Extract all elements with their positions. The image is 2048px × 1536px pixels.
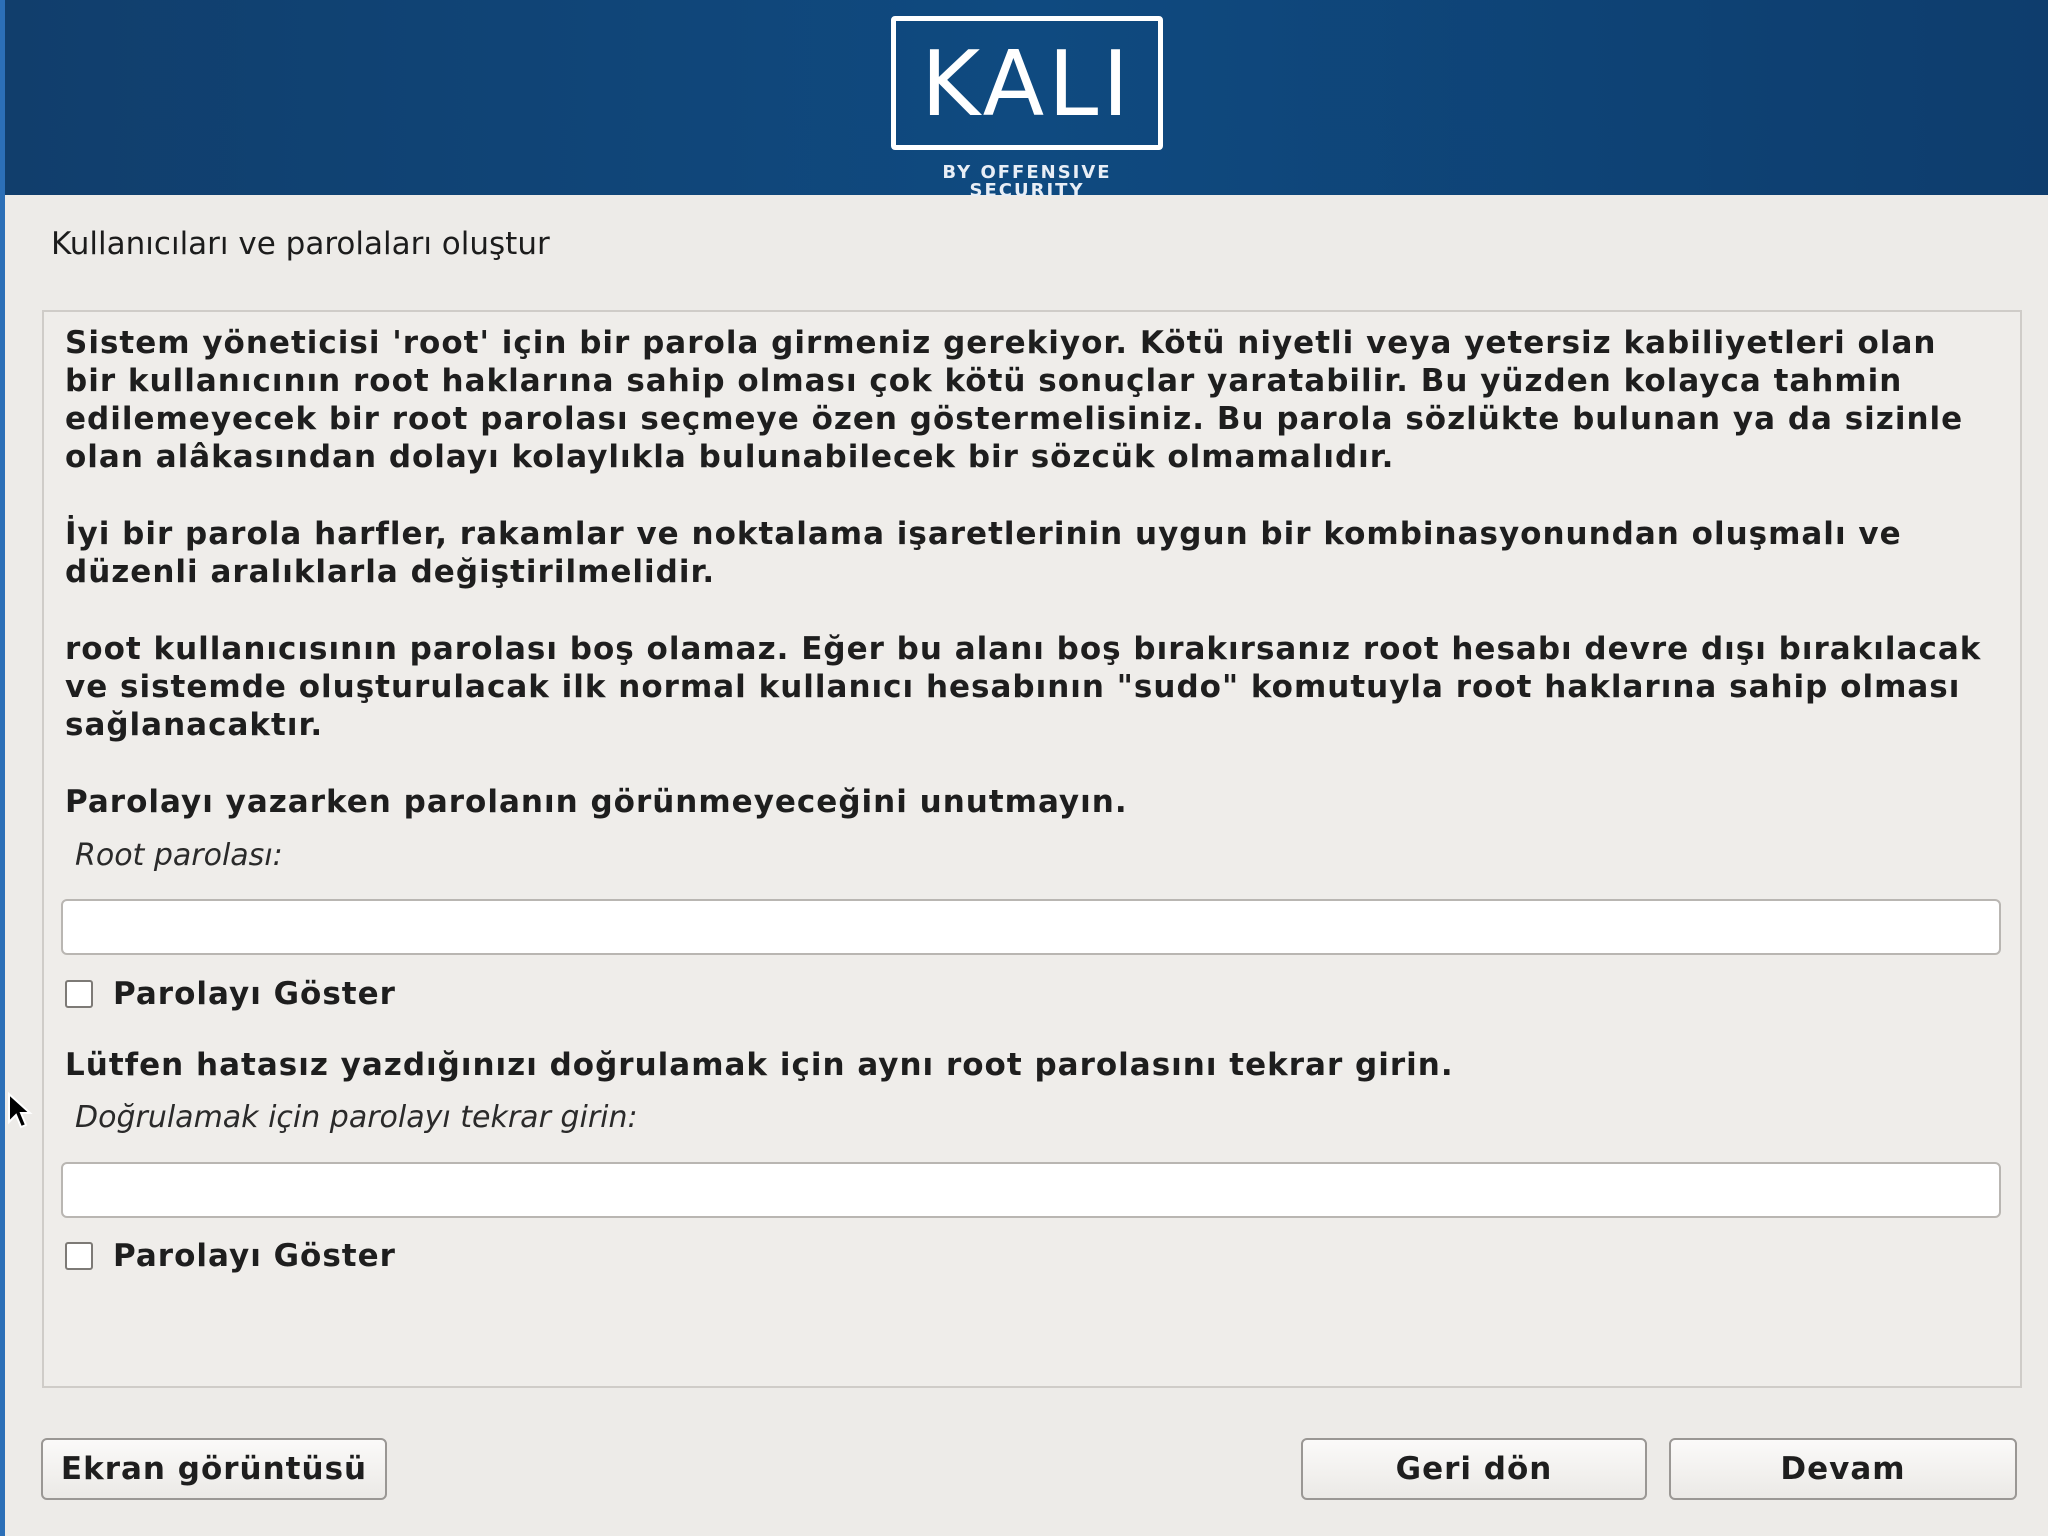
confirm-password-label: Doğrulamak için parolayı tekrar girin: <box>75 1100 638 1135</box>
confirm-instruction: Lütfen hatasız yazdığınızı doğrulamak için aynı root parolasını tekrar girin. <box>65 1047 1454 1083</box>
password-advice-paragraph: İyi bir parola harfler, rakamlar ve noktalama işaretlerinin uygun bir kombinasyonundan oluşmalı ve düzenli aralıklarla değiştirilmelidir. <box>65 516 1902 590</box>
kali-logo <box>891 16 1173 201</box>
root-password-label: Root parolası: <box>75 838 283 873</box>
show-password-label-1: Parolayı Göster <box>113 976 396 1012</box>
header-banner <box>5 0 2048 201</box>
show-password-checkbox-1[interactable] <box>65 980 93 1008</box>
hidden-password-note: Parolayı yazarken parolanın görünmeyeceğini unutmayın. <box>65 784 1128 820</box>
kali-logo-box <box>891 16 1163 150</box>
back-button[interactable]: Geri dön <box>1301 1438 1647 1500</box>
page-title: Kullanıcıları ve parolaları oluştur <box>51 226 550 262</box>
show-password-checkbox-2[interactable] <box>65 1242 93 1270</box>
screenshot-button[interactable]: Ekran görüntüsü <box>41 1438 387 1500</box>
show-password-toggle-1[interactable] <box>65 976 396 1012</box>
kali-logo-subtext: BY OFFENSIVE SECURITY <box>942 162 1112 201</box>
confirm-password-input[interactable] <box>61 1162 2001 1218</box>
show-password-toggle-2[interactable] <box>65 1238 396 1274</box>
continue-button[interactable]: Devam <box>1669 1438 2017 1500</box>
empty-root-paragraph: root kullanıcısının parolası boş olamaz. Eğer bu alanı boş bırakırsanız root hesabı devre dışı bırakılacak ve sistemde oluşturulacak ilk normal kullanıcı hesabının "sudo" komutuyla root haklarına sahip olması sağlanacaktır. <box>65 631 1982 743</box>
kali-logo-text: KALI <box>921 32 1133 137</box>
intro-paragraph: Sistem yöneticisi 'root' için bir parola girmeniz gerekiyor. Kötü niyetli veya yetersiz kabiliyetleri olan bir kullanıcının root haklarına sahip olması çok kötü sonuçlar yaratabilir. Bu yüzden kolayca tahmin edilemeyecek bir root parolası seçmeye özen göstermelisiniz. Bu parola sözlükte bulunan ya da sizinle olan alâkasından dolayı kolaylıkla bulunabilecek bir sözcük olmamalıdır. <box>65 325 1964 475</box>
root-password-input[interactable] <box>61 899 2001 955</box>
mouse-cursor-icon <box>7 1092 33 1132</box>
show-password-label-2: Parolayı Göster <box>113 1238 396 1274</box>
